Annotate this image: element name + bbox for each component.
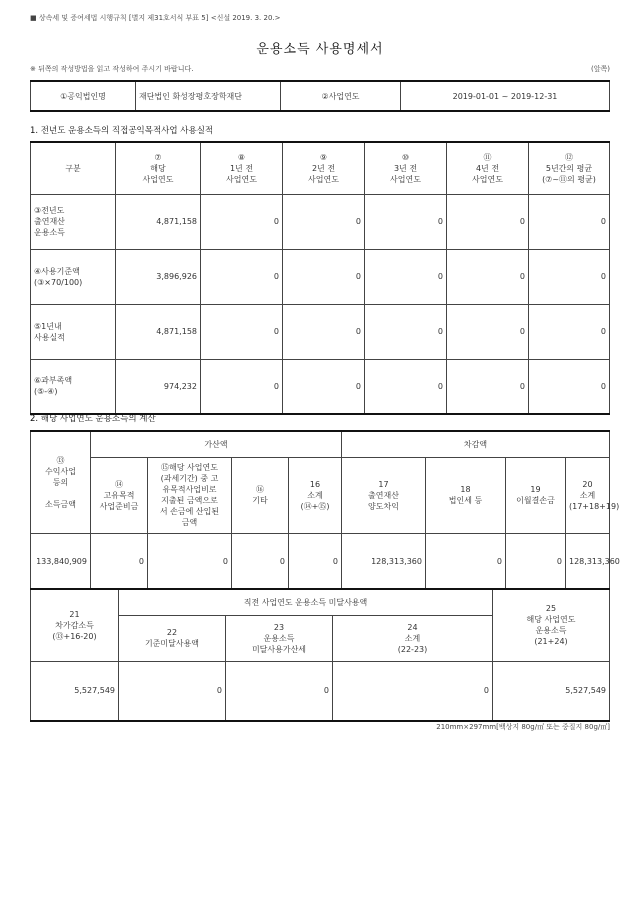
s2-value-4: 0 — [289, 533, 342, 589]
s1-cell: 0 — [201, 304, 283, 359]
section2-table-b — [30, 588, 610, 722]
s1-header-text-3: 2년 전 사업연도 — [308, 163, 339, 184]
s1-row-label: ④사용기준액 (③×70/100) — [31, 249, 116, 304]
section1-title: 1. 전년도 운용소득의 직접공익목적사업 사용실적 — [30, 126, 214, 136]
s1-cell: 0 — [201, 194, 283, 249]
s1-header-no-6: ⑫ — [565, 152, 573, 162]
s1-cell: 0 — [201, 249, 283, 304]
s2b-value-0: 5,527,549 — [31, 661, 119, 721]
s1-cell: 4,871,158 — [116, 304, 201, 359]
s1-cell: 0 — [365, 304, 447, 359]
s1-header-2 — [201, 142, 283, 194]
section2-title: 2. 해당 사업연도 운용소득의 계산 — [30, 414, 156, 424]
page-side: (앞쪽) — [591, 65, 610, 73]
s1-cell: 0 — [201, 359, 283, 414]
s1-header-text-5: 4년 전 사업연도 — [472, 163, 503, 184]
col21-header: 21 차가감소득 (⑬+16-20) — [31, 589, 119, 661]
s1-header-0 — [31, 142, 116, 194]
s2-value-8: 128,313,360 — [566, 533, 610, 589]
s1-cell: 0 — [529, 304, 610, 359]
s1-cell: 0 — [365, 359, 447, 414]
sub-col-0: 17 출연재산 양도차익 — [342, 457, 426, 533]
s1-header-no-5: ⑪ — [483, 152, 492, 162]
s2b-value-3: 0 — [333, 661, 493, 721]
col25-header: 25 해당 사업연도 운용소득 (21+24) — [493, 589, 610, 661]
s1-cell: 3,896,926 — [116, 249, 201, 304]
page-title: 운용소득 사용명세서 — [256, 42, 384, 57]
add-col-0: ⑭ 고유목적 사업준비금 — [91, 457, 148, 533]
s1-header-6 — [529, 142, 610, 194]
s2-value-0: 133,840,909 — [31, 533, 91, 589]
s1-cell: 0 — [447, 359, 529, 414]
subtract-header: 차감액 — [342, 431, 610, 457]
s1-header-no-4: ⑩ — [401, 152, 410, 162]
table-row — [31, 194, 610, 249]
s1-cell: 0 — [283, 249, 365, 304]
add-col-1: ⑮해당 사업연도 (과세기간) 중 고 유목적사업비로 지출된 금액으로 서 손금에 산입된 금액 — [148, 457, 232, 533]
sub-col-3: 20 소계 (17+18+19) — [566, 457, 610, 533]
s1-cell: 4,871,158 — [116, 194, 201, 249]
s1-cell: 0 — [529, 359, 610, 414]
fiscal-period: 2019-01-01 ~ 2019-12-31 — [401, 81, 610, 111]
s1-header-text-4: 3년 전 사업연도 — [390, 163, 421, 184]
sub-col-2: 19 이월결손금 — [506, 457, 566, 533]
add-header: 가산액 — [91, 431, 342, 457]
s2-value-3: 0 — [232, 533, 289, 589]
unused-col-0: 22 기준미달사용액 — [119, 615, 226, 661]
s1-cell: 0 — [447, 304, 529, 359]
s1-header-no-2: ⑧ — [237, 152, 246, 162]
s2-value-7: 0 — [506, 533, 566, 589]
s1-header-3 — [283, 142, 365, 194]
s1-header-1 — [116, 142, 201, 194]
s1-header-text-6: 5년간의 평균 (⑦~⑪의 평균) — [542, 163, 596, 184]
s1-header-text-1: 해당 사업연도 — [142, 163, 174, 184]
add-col-3: 16 소계 (⑭+⑮) — [289, 457, 342, 533]
section1-table — [30, 141, 610, 415]
section2-table-a — [30, 430, 620, 590]
s2-value-5: 128,313,360 — [342, 533, 426, 589]
label-org-name: ①공익법인명 — [31, 81, 136, 111]
s1-row-label: ⑥과부족액 (⑤-④) — [31, 359, 116, 414]
table-row — [31, 359, 610, 414]
unused-header: 직전 사업연도 운용소득 미달사용액 — [119, 589, 493, 615]
s1-header-no-3: ⑨ — [319, 152, 328, 162]
s1-cell: 0 — [283, 359, 365, 414]
s1-row-label: ③전년도 출연재산 운용소득 — [31, 194, 116, 249]
s2b-value-2: 0 — [226, 661, 333, 721]
s2b-value-4: 5,527,549 — [493, 661, 610, 721]
s1-header-text-0: 구분 — [65, 163, 81, 173]
paper-size-note: 210mm×297mm[백상지 80g/㎡ 또는 중질지 80g/㎡] — [436, 723, 610, 731]
s1-cell: 0 — [447, 249, 529, 304]
s1-cell: 0 — [365, 194, 447, 249]
unused-col-2: 24 소계 (22-23) — [333, 615, 493, 661]
label-fiscal-year: ②사업연도 — [281, 81, 401, 111]
s2-value-1: 0 — [91, 533, 148, 589]
s1-cell: 0 — [365, 249, 447, 304]
s1-header-no-1: ⑦ — [154, 152, 162, 162]
s1-row-label: ⑤1년내 사용실적 — [31, 304, 116, 359]
s1-cell: 0 — [529, 249, 610, 304]
table-row — [31, 249, 610, 304]
s1-cell: 974,232 — [116, 359, 201, 414]
unused-col-1: 23 운용소득 미달사용가산세 — [226, 615, 333, 661]
s2-value-2: 0 — [148, 533, 232, 589]
law-reference: ■ 상속세 및 증여세법 시행규칙 [별지 제31호서식 부표 5] <신설 2019. 3. 20.> — [30, 14, 281, 22]
s1-header-text-2: 1년 전 사업연도 — [226, 163, 257, 184]
instruction-note: ※ 뒤쪽의 작성방법을 읽고 작성하여 주시기 바랍니다. — [30, 65, 194, 73]
org-name: 재단법인 화성장평호장학재단 — [136, 81, 281, 111]
s2-value-6: 0 — [426, 533, 506, 589]
s2b-value-1: 0 — [119, 661, 226, 721]
s1-header-4 — [365, 142, 447, 194]
s1-cell: 0 — [529, 194, 610, 249]
s1-cell: 0 — [283, 304, 365, 359]
table-row — [31, 304, 610, 359]
info-table — [30, 80, 610, 112]
s1-cell: 0 — [447, 194, 529, 249]
s1-header-5 — [447, 142, 529, 194]
add-col-2: ⑯ 기타 — [232, 457, 289, 533]
sub-col-1: 18 법인세 등 — [426, 457, 506, 533]
col13-header: ⑬ 수익사업 등의 소득금액 — [31, 431, 91, 533]
s1-cell: 0 — [283, 194, 365, 249]
